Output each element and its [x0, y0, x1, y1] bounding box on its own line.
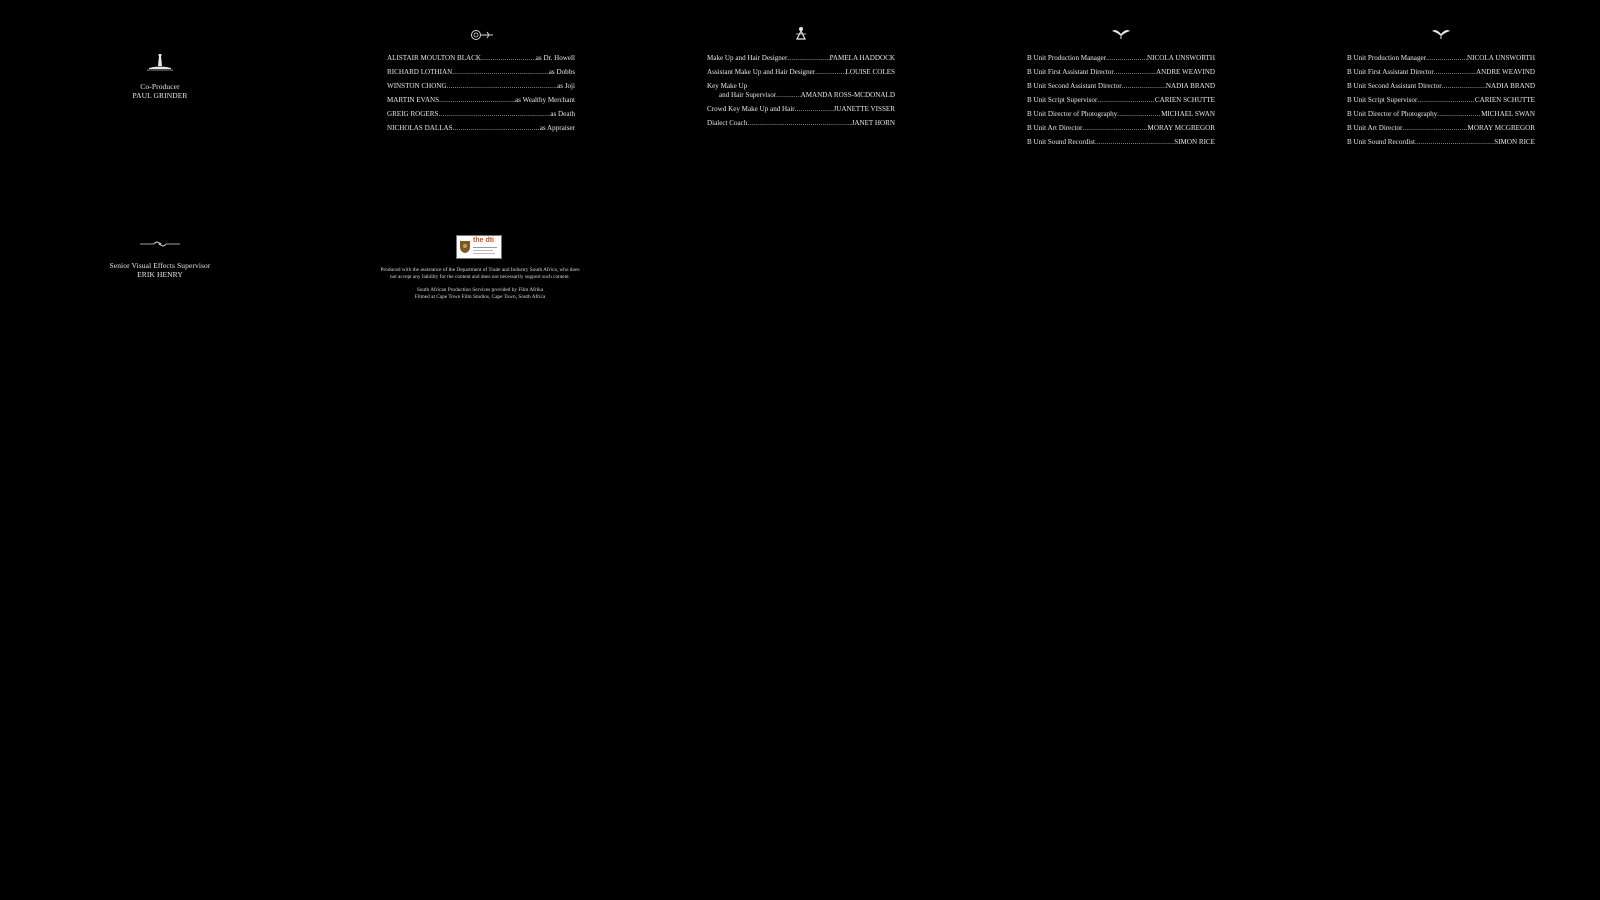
credit-row [387, 68, 575, 77]
dot-leader [747, 119, 851, 128]
notice-line: South African Production Services provided by Film Afrika [416, 287, 544, 293]
credit-name: JANET HORN [851, 119, 895, 127]
credit-name: as Death [550, 110, 575, 118]
credit-name: as Appraiser [539, 124, 575, 132]
credit-role: B Unit First Assistant Director [1347, 68, 1434, 76]
credit-row [1347, 96, 1535, 105]
credit-name: NICOLA UNSWORTH [1147, 54, 1215, 62]
ornament-flourish-icon [138, 240, 182, 248]
credit-row [707, 82, 895, 100]
lighthouse-icon [145, 54, 175, 72]
coat-of-arms-icon [459, 240, 471, 254]
credit-panel-vfx [105, 240, 215, 285]
dot-leader [1437, 110, 1481, 119]
credit-role: ALISTAIR MOULTON BLACK [387, 54, 482, 62]
credit-role: WINSTON CHONG [387, 82, 447, 90]
dti-logo [456, 235, 502, 259]
credit-role: B Unit Second Assistant Director [1027, 82, 1122, 90]
credit-role: B Unit Art Director [1347, 124, 1403, 132]
dot-leader [815, 68, 845, 77]
dot-leader [1402, 124, 1467, 133]
makeup-list [707, 54, 895, 133]
dot-leader [1442, 82, 1486, 91]
bunit-b-list [1347, 54, 1535, 152]
credit-name: MICHAEL SWAN [1481, 110, 1535, 118]
dot-leader [439, 96, 515, 105]
credit-name: as Dr. Howell [535, 54, 575, 62]
credit-name: MORAY MCGREGOR [1467, 124, 1535, 132]
dot-leader [1122, 82, 1166, 91]
credit-row [1027, 82, 1215, 91]
credit-row [387, 124, 575, 133]
credit-name: NICOLA UNSWORTH [1467, 54, 1535, 62]
credit-role: B Unit Director of Photography [1027, 110, 1118, 118]
credit-role: MARTIN EVANS [387, 96, 440, 104]
notice-line: Filmed at Cape Town Film Studios, Cape Town, South Africa [414, 294, 546, 300]
ornament-scroll-icon [467, 28, 495, 42]
dot-leader [1114, 68, 1156, 77]
credit-row [1027, 138, 1215, 147]
credit-row [1347, 124, 1535, 133]
credit-row [1347, 82, 1535, 91]
credit-role: Crowd Key Make Up and Hair [707, 105, 795, 113]
credit-row [1027, 54, 1215, 63]
credit-role: GREIG ROGERS [387, 110, 439, 118]
credit-name: AMANDA ROSS-MCDONALD [800, 91, 895, 99]
credit-name: LOUISE COLES [845, 68, 895, 76]
dot-leader [1082, 124, 1147, 133]
credit-panel-bunit-b [1347, 28, 1537, 158]
dot-leader [1417, 96, 1475, 105]
dot-leader [776, 91, 800, 100]
vfx-role: Senior Visual Effects Supervisor [109, 261, 211, 270]
bunit-a-list [1027, 54, 1215, 152]
dot-leader [787, 54, 829, 63]
dot-leader [453, 124, 540, 133]
credit-panel-bunit-a [1027, 28, 1217, 158]
credit-name: as Joji [557, 82, 575, 90]
ornament-figure-icon [793, 26, 809, 42]
credit-role: B Unit Script Supervisor [1347, 96, 1418, 104]
credit-role: B Unit Production Manager [1027, 54, 1107, 62]
credit-role: Assistant Make Up and Hair Designer [707, 68, 816, 76]
credit-row [1347, 110, 1535, 119]
dot-leader [1106, 54, 1147, 63]
dot-leader [481, 54, 536, 63]
credit-row [387, 110, 575, 119]
dot-leader [438, 110, 550, 119]
credit-role: Dialect Coach [707, 119, 748, 127]
credit-name: MICHAEL SWAN [1161, 110, 1215, 118]
dot-leader [1097, 96, 1155, 105]
credit-row [387, 96, 575, 105]
credit-name: PAMELA HADDOCK [829, 54, 895, 62]
credit-name: ANDRE WEAVIND [1475, 68, 1535, 76]
cast-list [387, 54, 575, 138]
credit-name: SIMON RICE [1494, 138, 1535, 146]
credit-role-line: Key Make Up [707, 82, 748, 90]
credit-role: Make Up and Hair Designer [707, 54, 788, 62]
credit-name: as Wealthy Merchant [515, 96, 575, 104]
credit-row [387, 82, 575, 91]
vfx-name: ERIK HENRY [137, 270, 183, 279]
credit-name: CARIEN SCHUTTE [1474, 96, 1535, 104]
credit-role: RICHARD LOTHIAN [387, 68, 453, 76]
credit-name: NADIA BRAND [1485, 82, 1535, 90]
credit-role: B Unit First Assistant Director [1027, 68, 1114, 76]
credit-row [1027, 68, 1215, 77]
notice-line: not accept any liability for the content and does not necessarily support such content. [389, 274, 571, 280]
credit-name: CARIEN SCHUTTE [1154, 96, 1215, 104]
credit-row [707, 68, 895, 77]
credit-panel-makeup [707, 26, 897, 136]
credit-row [1347, 138, 1535, 147]
credit-row [1027, 124, 1215, 133]
dot-leader [795, 105, 834, 114]
credit-row [1347, 68, 1535, 77]
credit-name: JUANETTE VISSER [833, 105, 895, 113]
dot-leader [1434, 68, 1476, 77]
credit-row [1027, 96, 1215, 105]
coproducer-name: PAUL GRINDER [132, 91, 188, 100]
credit-role: B Unit Sound Recordist [1347, 138, 1415, 146]
dti-logo-text: the dti [473, 237, 494, 244]
credit-row [387, 54, 575, 63]
credit-name: NADIA BRAND [1165, 82, 1215, 90]
credit-role: B Unit Director of Photography [1347, 110, 1438, 118]
credit-row [1347, 54, 1535, 63]
credit-panel-coproducer [110, 54, 210, 104]
logo-line [473, 247, 497, 248]
coproducer-role: Co-Producer [140, 82, 180, 91]
credit-row [707, 54, 895, 63]
credit-name: MORAY MCGREGOR [1147, 124, 1215, 132]
credit-role: B Unit Sound Recordist [1027, 138, 1095, 146]
dot-leader [452, 68, 549, 77]
dot-leader [1117, 110, 1161, 119]
credit-role: B Unit Script Supervisor [1027, 96, 1098, 104]
credit-role [707, 82, 776, 100]
credit-role: NICHOLAS DALLAS [387, 124, 453, 132]
dot-leader [1415, 138, 1494, 147]
credit-role-line: and Hair Supervisor [719, 91, 777, 99]
dot-leader [1426, 54, 1467, 63]
credit-role: B Unit Art Director [1027, 124, 1083, 132]
credit-role: B Unit Production Manager [1347, 54, 1427, 62]
ornament-bird-icon [1111, 28, 1131, 40]
credit-name: ANDRE WEAVIND [1155, 68, 1215, 76]
credit-name: as Dobbs [548, 68, 575, 76]
credit-panel-cast [387, 28, 577, 138]
logo-line [473, 253, 495, 254]
ornament-bird-icon [1431, 28, 1451, 40]
credit-row [707, 105, 895, 114]
logo-line [473, 250, 493, 251]
dot-leader [447, 82, 557, 91]
credit-role: B Unit Second Assistant Director [1347, 82, 1442, 90]
credit-name: SIMON RICE [1174, 138, 1215, 146]
credit-row [707, 119, 895, 128]
credit-panel-notice [360, 233, 600, 308]
dot-leader [1095, 138, 1174, 147]
notice-line: Produced with the assistance of the Department of Trade and Industry South Africa, who does [380, 267, 580, 273]
credit-row [1027, 110, 1215, 119]
